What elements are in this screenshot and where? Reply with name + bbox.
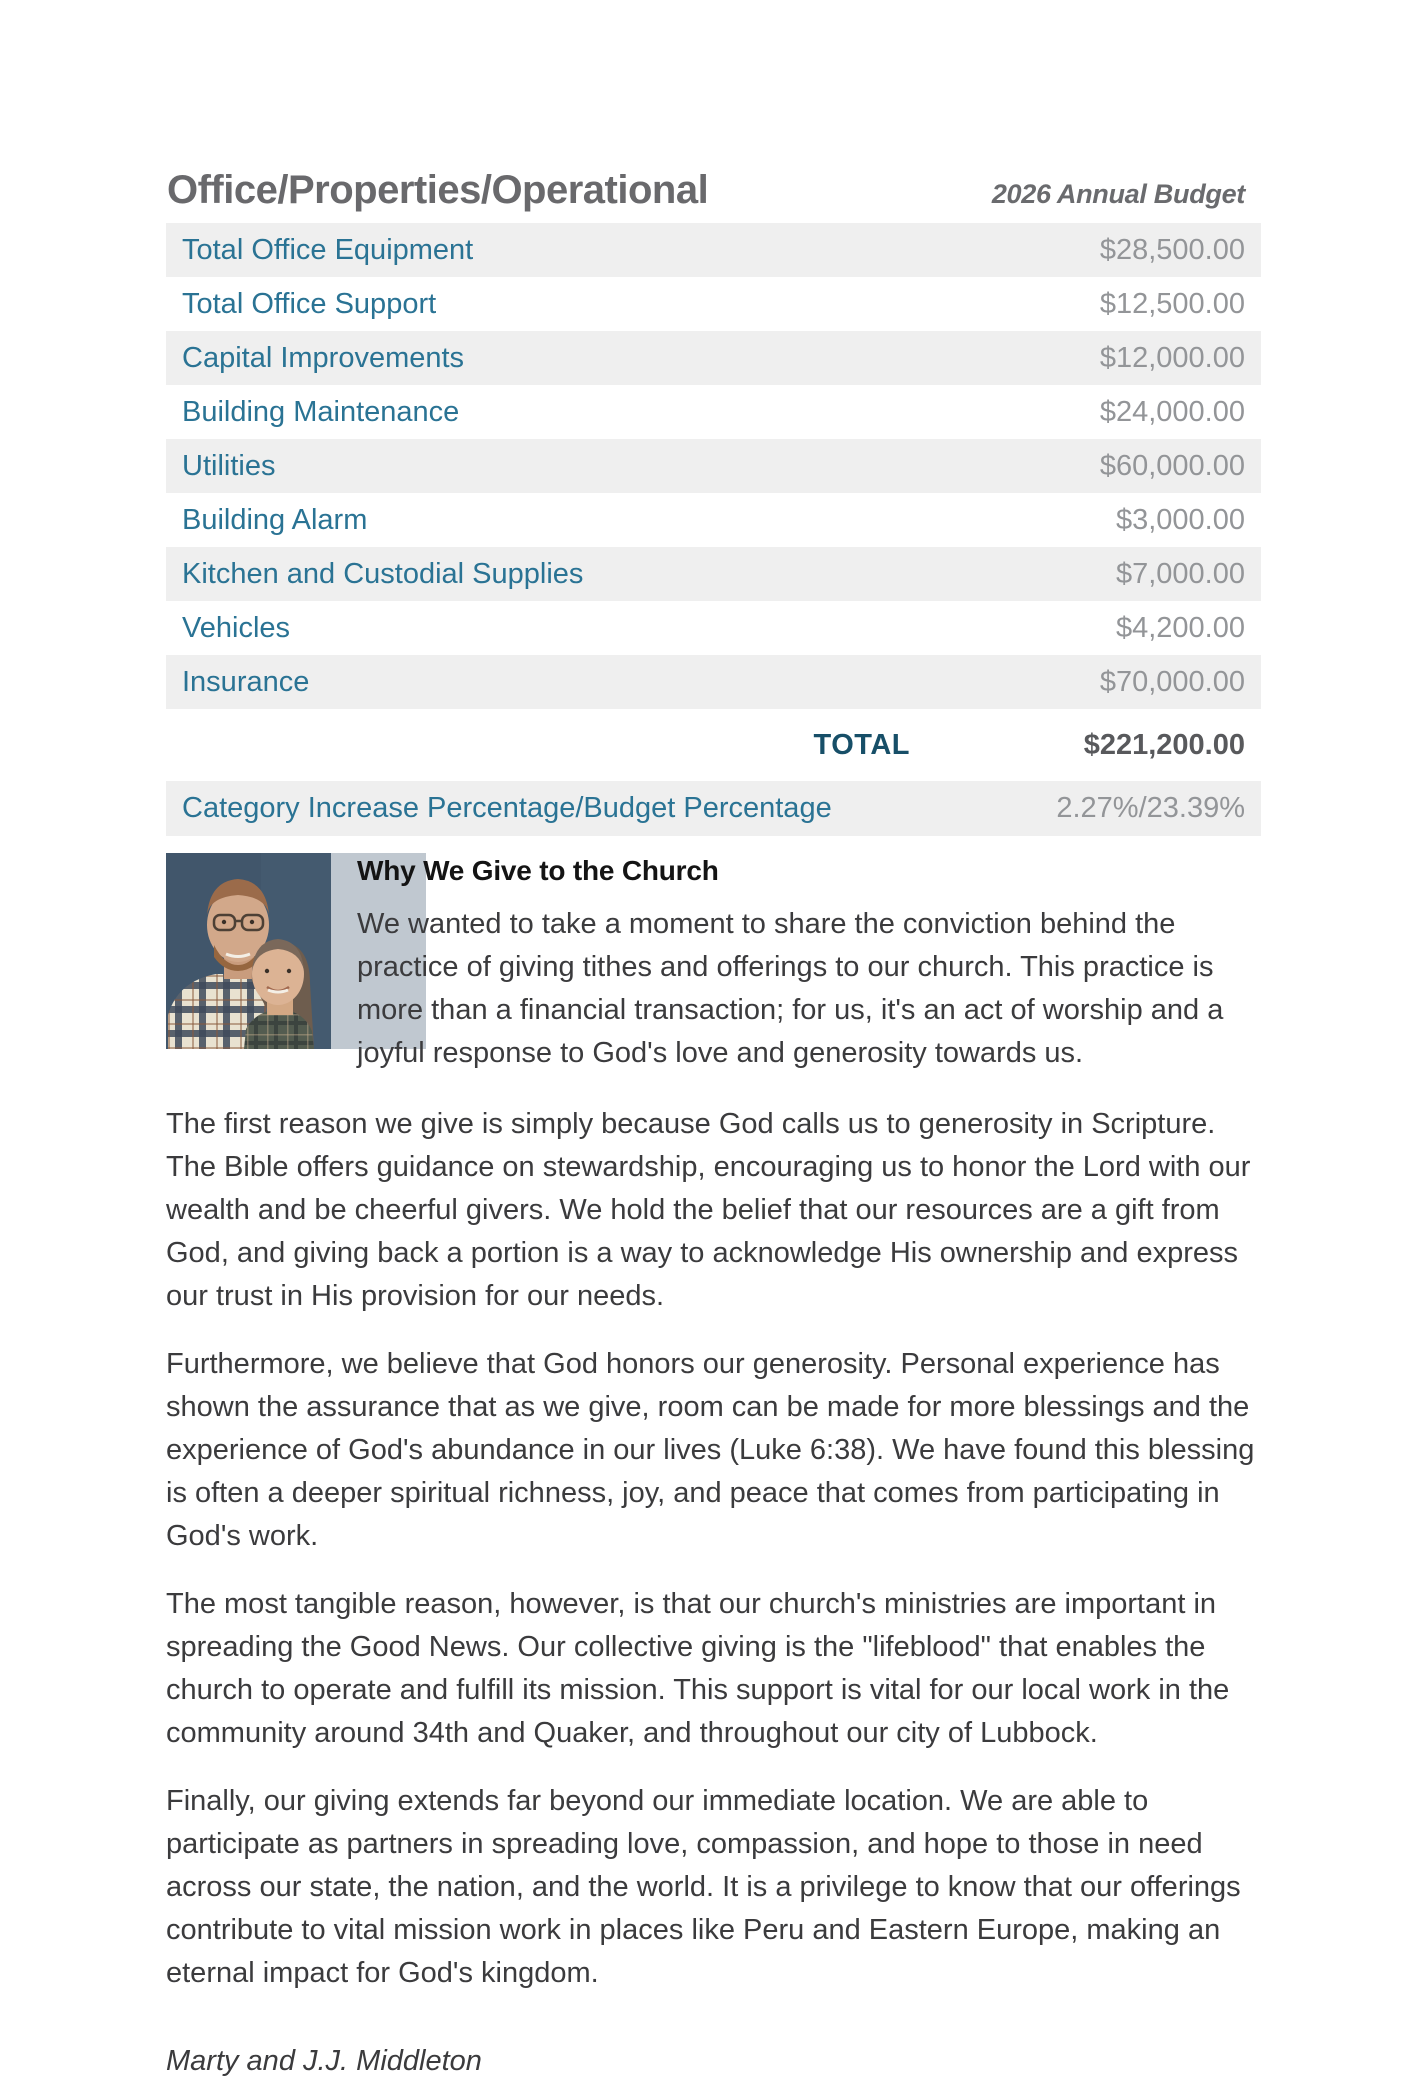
testimonial-paragraphs bbox=[166, 1103, 1261, 2083]
total-amount: $221,200.00 bbox=[1083, 728, 1245, 761]
budget-table bbox=[166, 223, 1261, 836]
table-row bbox=[166, 385, 1261, 439]
total-row bbox=[166, 709, 1261, 781]
summary-value: 2.27%/23.39% bbox=[1056, 792, 1245, 824]
section-header bbox=[166, 168, 1261, 212]
row-label: Capital Improvements bbox=[182, 341, 465, 374]
row-amount: $70,000.00 bbox=[1099, 665, 1245, 698]
row-amount: $28,500.00 bbox=[1099, 233, 1245, 266]
row-label: Vehicles bbox=[182, 611, 291, 644]
couple-photo bbox=[166, 853, 331, 1049]
testimonial-heading: Why We Give to the Church bbox=[357, 855, 719, 886]
total-label: TOTAL bbox=[813, 728, 910, 761]
budget-year-subtitle: 2026 Annual Budget bbox=[991, 179, 1245, 209]
paragraph: The first reason we give is simply because God calls us to generosity in Scripture. The Bible offers guidance on stewardship, encouraging us to honor the Lord with our wealth and be cheerful givers. We hold the belief that our resources are a gift from God, and giving back a portion is a way to acknowledge His ownership and express our trust in His provision for our needs. bbox=[166, 1108, 1251, 1312]
paragraph: Finally, our giving extends far beyond our immediate location. We are able to participate as partners in spreading love, compassion, and hope to those in need across our state, the nation, and the world. It is a privilege to know that our offerings contribute to vital mission work in places like Peru and Eastern Europe, making an eternal impact for God's kingdom. bbox=[166, 1785, 1241, 1989]
table-row bbox=[166, 655, 1261, 709]
table-row bbox=[166, 223, 1261, 277]
testimonial-text-column bbox=[357, 853, 1261, 1075]
table-row bbox=[166, 331, 1261, 385]
row-amount: $12,500.00 bbox=[1099, 287, 1245, 320]
row-amount: $12,000.00 bbox=[1099, 341, 1245, 374]
paragraph: Furthermore, we believe that God honors our generosity. Personal experience has shown the assurance that as we give, room can be made for more blessings and the experience of God's abundance in our lives (Luke 6:38). We have found this blessing is often a deeper spiritual richness, joy, and peace that comes from participating in God's work. bbox=[166, 1348, 1255, 1552]
row-label: Building Maintenance bbox=[182, 395, 460, 428]
table-row bbox=[166, 277, 1261, 331]
table-row bbox=[166, 547, 1261, 601]
row-label: Utilities bbox=[182, 449, 276, 482]
row-amount: $7,000.00 bbox=[1115, 557, 1245, 590]
row-amount: $24,000.00 bbox=[1099, 395, 1245, 428]
row-amount: $3,000.00 bbox=[1115, 503, 1245, 536]
testimonial-section bbox=[166, 853, 1261, 1075]
row-amount: $4,200.00 bbox=[1115, 611, 1245, 644]
content-column bbox=[166, 0, 1261, 2083]
percentage-summary-row bbox=[166, 781, 1261, 836]
row-label: Insurance bbox=[182, 665, 310, 698]
paragraph: The most tangible reason, however, is that our church's ministries are important in spreading the Good News. Our collective giving is the "lifeblood" that enables the church to operate and fulfill its mission. This support is vital for our local work in the community around 34th and Quaker, and throughout our city of Lubbock. bbox=[166, 1588, 1230, 1749]
row-label: Kitchen and Custodial Supplies bbox=[182, 557, 584, 590]
table-row bbox=[166, 601, 1261, 655]
page-title: Office/Properties/Operational bbox=[167, 168, 709, 212]
table-row bbox=[166, 439, 1261, 493]
summary-label: Category Increase Percentage/Budget Percentage bbox=[182, 792, 832, 824]
row-label: Total Office Support bbox=[182, 287, 437, 320]
row-label: Total Office Equipment bbox=[182, 233, 474, 266]
row-amount: $60,000.00 bbox=[1099, 449, 1245, 482]
testimonial-intro: We wanted to take a moment to share the conviction behind the practice of giving tithes and offerings to our church. This practice is more than a financial transaction; for us, it's an act of worship and a joyful response to God's love and generosity towards us. bbox=[357, 908, 1224, 1069]
table-row bbox=[166, 493, 1261, 547]
row-label: Building Alarm bbox=[182, 503, 368, 536]
signature: Marty and J.J. Middleton bbox=[166, 2045, 482, 2077]
